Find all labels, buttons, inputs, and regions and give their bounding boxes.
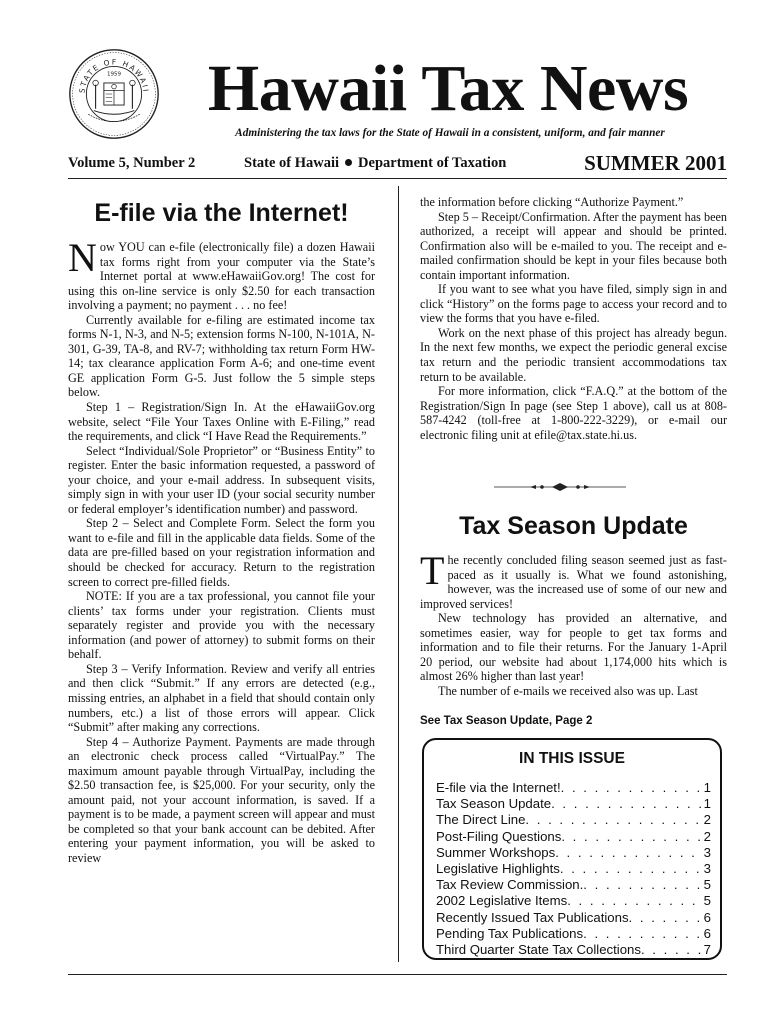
toc-leader-dots (567, 893, 701, 909)
see-more-link: See Tax Season Update, Page 2 (420, 715, 593, 727)
toc-item-label: E-file via the Internet! (436, 780, 561, 795)
article-paragraph: Currently available for e-filing are estimated income tax forms N-1, N-3, and N-5; extension forms N-100, N-101A, N-301, G-39, TA-8, and RV-7; withholding tax return Form HW-14; tax clearance application Form A-6; and one-time event GE application Form G-5. Just follow the 5 simple steps below. (68, 312, 375, 400)
article-paragraph: Step 4 – Authorize Payment. Payments are made through an electronic check process called “VirtualPay.” The maximum amount payable through VirtualPay, including the $2.50 transaction fee, is $25,000. For your security, only the amount paid, not your account information, is saved. If a payment is to be made, a payment screen will appear and must be completed so that your bank account can be debited. After entering your payment information, you will be asked to review (68, 734, 375, 865)
dropcap: T (420, 548, 445, 593)
toc-item-label: Tax Review Commission. (436, 877, 584, 893)
article-paragraph: the information before clicking “Authorize Payment.” (420, 195, 684, 209)
toc-leader-dots (561, 829, 701, 845)
toc-leader-dots (583, 877, 701, 893)
toc-item (436, 910, 711, 926)
toc-item (436, 926, 711, 942)
toc-item (436, 845, 711, 861)
article-efile-heading: E-file via the Internet! (94, 199, 349, 227)
article-paragraph: New technology has provided an alternative, and sometimes easier, way for people to get tax forms and information and to file their returns. For the January 1-April 20 period, our website had about 1,174,000 hits which is almost 26% higher than last year! (420, 611, 727, 684)
toc-item-page: 1 (703, 796, 711, 812)
toc-item (436, 893, 711, 909)
toc-item (436, 780, 711, 796)
table-of-contents (436, 780, 711, 958)
issue-bar (68, 152, 727, 176)
ornament-divider-icon (490, 481, 630, 493)
toc-item-page: 2 (703, 828, 711, 844)
toc-item-label: The Direct Line (436, 812, 526, 828)
toc-item-label: Pending Tax Publications (436, 925, 584, 941)
toc-leader-dots (525, 812, 701, 828)
toc-leader-dots (560, 861, 702, 877)
toc-leader-dots (641, 942, 702, 958)
issue-season: SUMMER 2001 (584, 151, 727, 175)
department-name: Department of Taxation (358, 155, 507, 171)
article-paragraph: Step 5 – Receipt/Confirmation. After the payment has been authorized, a receipt will appear and should be printed. Confirmation also will be e-mailed to you. The receipt and e-mailed confirmation should be kept in your files because both contain important information. (420, 209, 727, 282)
in-this-issue-title: IN THIS ISSUE (519, 750, 625, 767)
toc-item-label: Third Quarter State Tax Collections (436, 942, 641, 958)
toc-leader-dots (551, 796, 702, 812)
paragraph-text: ow YOU can e-file (electronically file) a dozen Hawaii tax forms right from your computer via the State’s Internet portal at www.eHawaiiGov.org! The cost for using this on-line service is only $2.50 for each transaction involving a payment; no payment . . . no fee! (68, 240, 375, 313)
article-paragraph (420, 548, 727, 611)
article-paragraph: Step 3 – Verify Information. Review and verify all entries and then click “Submit.” If any errors are detected (e.g., missing entries, an alphabet in a field that should contain only numbers, etc.) a list of those errors will appear. Click “Submit” after making any corrections. (68, 661, 375, 735)
masthead-tagline: Administering the tax laws for the State of Hawaii in a consistent, uniform, and fair manner (235, 127, 665, 139)
in-this-issue-box (422, 738, 722, 960)
toc-item-label: 2002 Legislative Items (436, 893, 568, 909)
toc-item (436, 942, 711, 958)
toc-item-label: Legislative Highlights (436, 861, 560, 877)
toc-item-label: Tax Season Update (436, 796, 552, 812)
bullet-icon (345, 159, 352, 166)
article-paragraph (68, 235, 375, 313)
toc-item (436, 877, 711, 893)
article-efile (68, 198, 375, 866)
footer-rule (68, 974, 727, 975)
toc-item (436, 861, 711, 877)
article-paragraph: The number of e-mails we received also was up. Last (438, 683, 698, 698)
toc-item-page: 5 (703, 877, 711, 893)
toc-item (436, 812, 711, 828)
article-paragraph: If you want to see what you have filed, simply sign in and click “History” on the forms page to access your record and to view the forms that you have e-filed. (420, 282, 727, 326)
toc-item-page: 6 (703, 909, 711, 925)
article-efile-continued (420, 195, 727, 442)
article-paragraph: For more information, click “F.A.Q.” at the bottom of the Registration/Sign In page (see Step 1 above), call us at 808-587-4242 (toll-free at 1-800-222-3229), or e-mail our electronic filing unit at efile@tax.state.hi.us. (420, 384, 727, 442)
issue-department (244, 155, 506, 172)
article-paragraph: Step 2 – Select and Complete Form. Select the form you want to e-file and fill in the applicable data fields. Some of the data are pre-filled based on your registration information and should be checked for accuracy. Return to the registration screen to correct pre-filled fields. (68, 516, 375, 589)
toc-leader-dots (561, 780, 702, 796)
article-paragraph: Step 1 – Registration/Sign In. At the eHawaiiGov.org website, select “File Your Taxes Online with E-Filing,” read the requirements, and click “I Have Read the Requirements.” (68, 400, 375, 444)
article-tax-season (420, 548, 727, 698)
masthead-title: Hawaii Tax News (207, 52, 689, 125)
seal-year: 1959 (106, 71, 122, 78)
toc-item-page: 7 (703, 942, 711, 958)
article-paragraph: Select “Individual/Sole Proprietor” or “Business Entity” to register. Enter the basic information requested, a password of your choice, and your e-mail address. In subsequent visits, simply sign in with your user ID (your social security number or federal employer’s identification number) and password. (68, 443, 375, 516)
toc-leader-dots (555, 845, 701, 861)
article-paragraph: Work on the next phase of this project has already begun. In the next few months, we expect the periodic general excise tax return and the periodic transient accommodations tax return to be available. (420, 325, 727, 384)
state-seal-icon (68, 48, 160, 140)
column-divider (398, 186, 399, 962)
toc-item-page: 3 (703, 861, 711, 877)
header-rule (68, 178, 727, 179)
issue-state: State of Hawaii (244, 155, 340, 171)
toc-leader-dots (629, 910, 702, 926)
toc-item (436, 829, 711, 845)
toc-item-page: 1 (703, 780, 711, 795)
toc-item-label: Summer Workshops (436, 844, 556, 860)
toc-item-page: 5 (703, 893, 711, 909)
issue-volume: Volume 5, Number 2 (68, 155, 196, 171)
article-tax-season-heading: Tax Season Update (459, 512, 688, 540)
article-paragraph: NOTE: If you are a tax professional, you cannot file your clients’ tax forms under your registration. Clients must separately register and provide you with the necessary information (and power of attorney) to submit forms on their behalf. (68, 589, 375, 662)
toc-item-page: 2 (703, 812, 711, 828)
toc-item-label: Recently Issued Tax Publications (436, 909, 629, 925)
toc-item-label: Post-Filing Questions (436, 828, 562, 844)
seal-text: STATE OF HAWAII (77, 57, 151, 94)
toc-item (436, 796, 711, 812)
toc-item-page: 3 (703, 844, 711, 860)
dropcap: N (68, 235, 97, 280)
paragraph-text: he recently concluded filing season seemed just as fast-paced as it usually is. What we found astonishing, however, was the increased use of some of our new and improved services! (420, 553, 727, 611)
toc-item-page: 6 (703, 925, 711, 941)
toc-leader-dots (583, 926, 702, 942)
